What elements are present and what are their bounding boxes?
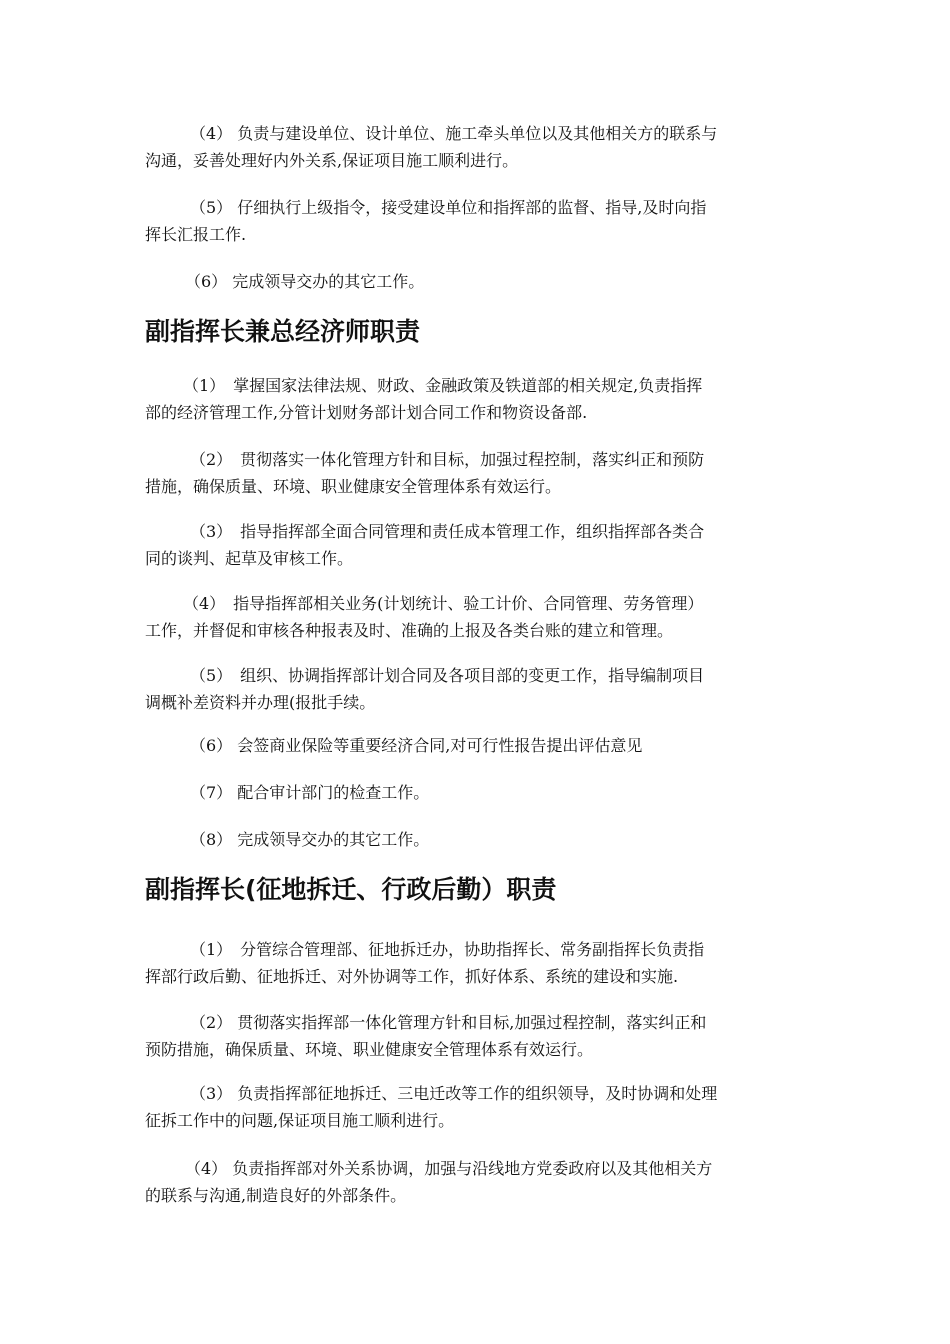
paragraph-s2-item3 (145, 518, 810, 572)
line: （3） 指导指挥部全面合同管理和责任成本管理工作，组织指挥部各类合 (190, 522, 705, 541)
line: （2） 贯彻落实一体化管理方针和目标，加强过程控制，落实纠正和预防 (190, 450, 705, 469)
line: 工作，并督促和审核各种报表及时、准确的上报及各类台账的建立和管理。 (145, 621, 674, 640)
line: （2） 贯彻落实指挥部一体化管理方针和目标,加强过程控制，落实纠正和 (190, 1013, 707, 1032)
line: （1） 分管综合管理部、征地拆迁办，协助指挥长、常务副指挥长负责指 (190, 940, 705, 959)
line: （8） 完成领导交办的其它工作。 (190, 830, 430, 849)
line: （6） 完成领导交办的其它工作。 (185, 272, 425, 291)
line: （4） 指导指挥部相关业务(计划统计、验工计价、合同管理、劳务管理） (183, 594, 704, 613)
paragraph-s2-item6 (145, 732, 810, 759)
line: 同的谈判、起草及审核工作。 (145, 549, 354, 568)
paragraph-s1-item5 (145, 194, 810, 248)
section-heading-deputy-chief-economist: 副指挥长兼总经济师职责 (145, 317, 421, 346)
paragraph-s3-item2 (145, 1009, 810, 1063)
line: 的联系与沟通,制造良好的外部条件。 (145, 1186, 407, 1205)
paragraph-s2-item7 (145, 779, 810, 806)
section-heading-deputy-chief-land-admin: 副指挥长(征地拆迁、行政后勤）职责 (145, 875, 557, 904)
paragraph-s2-item4 (145, 590, 810, 644)
line: （6） 会签商业保险等重要经济合同,对可行性报告提出评估意见 (190, 736, 643, 755)
paragraph-s2-item8 (145, 826, 810, 853)
paragraph-s2-item1 (145, 372, 810, 426)
line: （5） 组织、协调指挥部计划合同及各项目部的变更工作，指导编制项目 (190, 666, 705, 685)
paragraph-s1-item6 (145, 268, 810, 295)
paragraph-s3-item3 (145, 1080, 810, 1134)
paragraph-s2-item5 (145, 662, 810, 716)
line: 预防措施，确保质量、环境、职业健康安全管理体系有效运行。 (145, 1040, 594, 1059)
paragraph-s1-item4 (145, 120, 810, 174)
line: 挥长汇报工作. (145, 225, 247, 244)
line: （3） 负责指挥部征地拆迁、三电迁改等工作的组织领导，及时协调和处理 (190, 1084, 718, 1103)
line: 措施，确保质量、环境、职业健康安全管理体系有效运行。 (145, 477, 562, 496)
line: （4） 负责指挥部对外关系协调，加强与沿线地方党委政府以及其他相关方 (185, 1159, 713, 1178)
line: （1） 掌握国家法律法规、财政、金融政策及铁道部的相关规定,负责指挥 (183, 376, 703, 395)
line: （5） 仔细执行上级指令，接受建设单位和指挥部的监督、指导,及时向指 (190, 198, 707, 217)
line: 部的经济管理工作,分管计划财务部计划合同工作和物资设备部. (145, 403, 588, 422)
paragraph-s2-item2 (145, 446, 810, 500)
line: 调概补差资料并办理(报批手续。 (145, 693, 376, 712)
line: （4） 负责与建设单位、设计单位、施工牵头单位以及其他相关方的联系与 (190, 124, 718, 143)
line: 挥部行政后勤、征地拆迁、对外协调等工作，抓好体系、系统的建设和实施. (145, 967, 679, 986)
paragraph-s3-item1 (145, 936, 810, 990)
line: 沟通，妥善处理好内外关系,保证项目施工顺利进行。 (145, 151, 519, 170)
line: （7） 配合审计部门的检查工作。 (190, 783, 430, 802)
paragraph-s3-item4 (145, 1155, 810, 1209)
line: 征拆工作中的问题,保证项目施工顺利进行。 (145, 1111, 455, 1130)
